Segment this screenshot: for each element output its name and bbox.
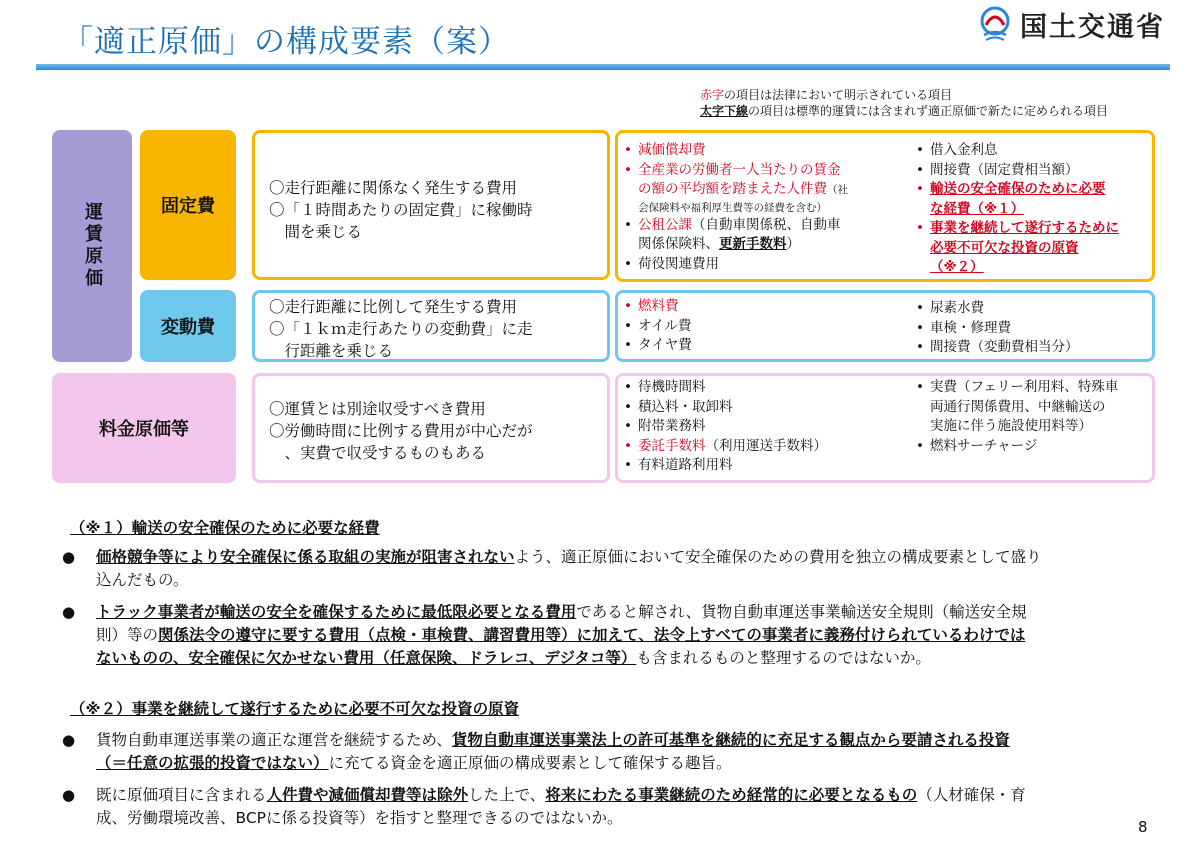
legend-bold <box>700 102 1108 119</box>
legend-red <box>700 86 952 103</box>
note2-bullet-2 <box>58 784 1168 830</box>
list-item: • 附帯業務料 <box>618 417 908 437</box>
bullet-dot: ● <box>62 548 76 566</box>
bullet-text: （人材確保・育 <box>917 786 1026 804</box>
bullet-dot: ● <box>62 603 76 621</box>
page-number: 8 <box>1138 818 1148 836</box>
bullet-text: 込んだもの。 <box>96 571 189 589</box>
bullet-dot: ● <box>62 786 76 804</box>
bullet-text: よう、適正原価において安全確保のための費用を独立の構成要素として盛り <box>514 548 1042 566</box>
org-name: 国土交通省 <box>1020 11 1165 43</box>
bullet-text: 成、労働環境改善、BCPに係る投資等）を指すと整理できるのではないか。 <box>96 809 623 827</box>
other-items-right <box>910 378 1155 456</box>
list-item: • 尿素水費 <box>910 299 1150 319</box>
list-item-cont <box>910 239 1150 259</box>
variable-cost-label: 変動費 <box>140 290 236 362</box>
title-rule <box>36 64 1170 70</box>
other-cost-label: 料金原価等 <box>52 373 236 483</box>
mlit-logo <box>978 2 1168 46</box>
variable-cost-items <box>615 290 1155 362</box>
list-item: • 減価償却費 <box>618 141 908 161</box>
item-text: ） <box>786 236 800 252</box>
note1-heading: （※１）輸送の安全確保のために必要な経費 <box>70 519 380 537</box>
bullet-text: トラック事業者が輸送の安全を確保するために最低限必要となる費用 <box>96 603 577 621</box>
list-item: • 荷役関連費用 <box>618 255 908 275</box>
list-item: • オイル費 <box>618 317 908 337</box>
bullet-text: であると解され、貨物自動車運送事業輸送安全規則（輸送安全規 <box>576 603 1027 621</box>
bullet-dot: ● <box>62 731 76 749</box>
list-item: • 借入金利息 <box>910 141 1150 161</box>
bullet-text: 則）等の <box>96 626 159 644</box>
list-item <box>910 180 1150 200</box>
list-item <box>618 437 908 457</box>
desc-line: 〇労働時間に比例する費用が中心だが <box>269 422 533 440</box>
desc-line: 行距離を乗じる <box>269 342 394 360</box>
bullet-text: 貨物自動車運送事業の適正な運営を継続するため、 <box>96 731 452 749</box>
note2-bullet-1 <box>58 729 1168 775</box>
list-item-cont: 両通行関係費用、中継輸送の <box>930 398 1106 415</box>
other-cost-description <box>252 373 610 483</box>
bullet-text: 価格競争等により安全確保に係る取組の実施が阻害されない <box>96 548 515 566</box>
legend-bold-desc: の項目は標準的運賃には含まれず適正原価で新たに定められる項目 <box>748 104 1109 118</box>
fixed-items-right <box>910 141 1150 278</box>
list-item: • 有料道路利用料 <box>618 456 908 476</box>
legend-bold-term: 太字下線 <box>700 104 749 118</box>
list-item <box>618 161 908 181</box>
bullet-text: 将来にわたる事業継続のため経常的に必要となるもの <box>545 786 918 804</box>
item-text: （自動車関係税、自動車 <box>692 216 841 233</box>
list-item: • タイヤ費 <box>618 336 908 356</box>
unchin-genka-label <box>52 130 132 362</box>
other-items-left <box>618 378 908 476</box>
desc-line: 〇運賃とは別途収受すべき費用 <box>269 400 486 418</box>
item-text: の額の平均額を踏まえた人件費 <box>638 181 827 197</box>
page-title: 「適正原価」の構成要素（案） <box>62 24 510 60</box>
other-cost-items <box>615 373 1155 483</box>
variable-items-left <box>618 297 908 356</box>
fixed-cost-items <box>615 130 1155 282</box>
item-text: な経費（※１） <box>930 200 1025 217</box>
note1-bullet-1 <box>58 546 1168 592</box>
desc-line: 〇「１時間あたりの固定費」に稼働時 <box>269 201 533 219</box>
item-text: 関係保険料、 <box>638 236 719 252</box>
item-text: 事業を継続して遂行するために <box>930 220 1119 236</box>
list-item: • 燃料サーチャージ <box>910 437 1155 457</box>
list-item: • 車検・修理費 <box>910 319 1150 339</box>
item-text: 公租公課 <box>638 216 692 233</box>
list-item: • 燃料費 <box>618 297 908 317</box>
list-item-cont: 実施に伴う施設使用料等） <box>930 418 1092 434</box>
item-text: 全産業の労働者一人当たりの賃金 <box>638 161 841 178</box>
mlit-emblem-icon <box>978 5 1012 43</box>
variable-cost-description <box>252 290 610 362</box>
variable-items-right <box>910 299 1150 358</box>
bullet-text: も含まれるものと整理するのではないか。 <box>636 649 931 667</box>
item-text: 更新手数料 <box>719 236 787 252</box>
bullet-text: ないものの、安全確保に欠かせない費用（任意保険、ドラレコ、デジタコ等） <box>96 649 637 667</box>
legend-red-desc: の項目は法律において明示されている項目 <box>724 88 953 102</box>
desc-line: 間を乗じる <box>269 223 363 241</box>
desc-line: 〇「１ｋｍ走行あたりの変動費」に走 <box>269 320 533 338</box>
list-item-cont <box>618 180 908 201</box>
item-text: （社 <box>827 184 848 196</box>
note1-bullet-2 <box>58 601 1168 670</box>
list-item-cont <box>910 258 1150 278</box>
list-item: • 間接費（固定費相当額） <box>910 161 1150 181</box>
list-item: • 実費（フェリー利用料、特殊車 <box>910 378 1155 398</box>
item-text: （※２） <box>930 259 984 275</box>
desc-line: 〇走行距離に比例して発生する費用 <box>269 298 518 316</box>
list-item-cont: 会保険料や福利厚生費等の経費を含む） <box>638 201 827 214</box>
list-item <box>618 216 908 236</box>
unchin-genka-text: 運賃原価 <box>82 202 103 290</box>
bullet-text: した上で、 <box>468 786 546 804</box>
bullet-text: （＝任意の拡張的投資ではない） <box>96 754 329 772</box>
desc-line: 、実費で収受するものもある <box>269 444 487 462</box>
bullet-text: 人件費や減価償却費等は除外 <box>266 786 469 804</box>
bullet-text: 貨物自動車運送事業法上の許可基準を継続的に充足する観点から要請される投資 <box>451 731 1010 749</box>
bullet-text: 既に原価項目に含まれる <box>96 786 267 804</box>
bullet-text: に充てる資金を適正原価の構成要素として確保する趣旨。 <box>328 754 732 772</box>
list-item-cont <box>618 235 908 255</box>
list-item: • 間接費（変動費相当分） <box>910 338 1150 358</box>
legend-red-term: 赤字 <box>700 88 725 102</box>
desc-line: 〇走行距離に関係なく発生する費用 <box>269 179 518 197</box>
list-item <box>910 219 1150 239</box>
note2-heading: （※２）事業を継続して遂行するために必要不可欠な投資の原資 <box>70 700 520 718</box>
list-item-cont <box>910 200 1150 220</box>
bullet-text: 関係法令の遵守に要する費用（点検・車検費、講習費用等）に加えて、法令上すべての事業者に義務付けられているわけでは <box>158 626 1026 644</box>
item-text: 輸送の安全確保のために必要 <box>930 181 1106 197</box>
item-text: （利用運送手数料） <box>705 437 827 454</box>
item-text: 必要不可欠な投資の原資 <box>930 239 1079 256</box>
fixed-cost-label: 固定費 <box>140 130 236 280</box>
list-item: • 待機時間料 <box>618 378 908 398</box>
list-item: • 積込料・取卸料 <box>618 398 908 418</box>
item-text: 委託手数料 <box>638 437 706 454</box>
fixed-cost-description <box>252 130 610 280</box>
fixed-items-left <box>618 141 908 274</box>
